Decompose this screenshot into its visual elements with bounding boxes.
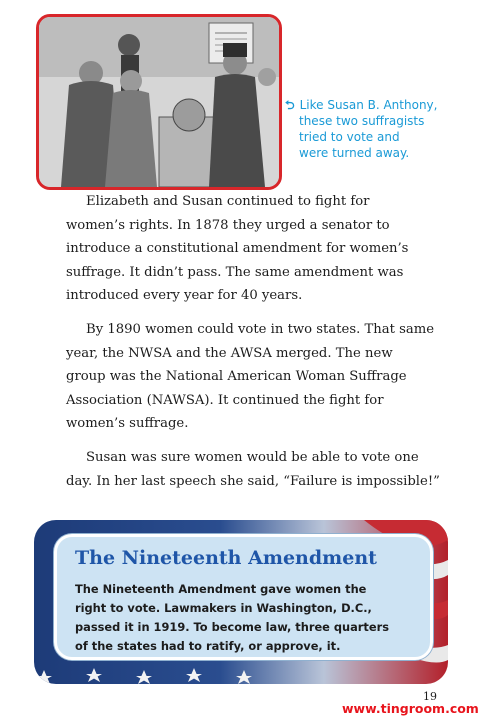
paragraph (66, 190, 426, 308)
text-line: women’s suffrage. (66, 416, 189, 432)
caption-line: these two suffragists (299, 114, 425, 128)
photo-caption (285, 97, 455, 161)
sidebar-line: passed it in 1919. To become law, three quarters (75, 620, 389, 634)
text-line: By 1890 women could vote in two states. That same (86, 321, 435, 337)
text-line: women’s rights. In 1878 they urged a senator to (66, 217, 390, 233)
sidebar-line-end: , or approve, it. (240, 639, 341, 653)
caption-line: Like Susan B. Anthony, (299, 98, 438, 112)
sidebar-body (75, 580, 420, 656)
text-line: Susan was sure women would be able to vote one (86, 449, 419, 465)
page-number: 19 (423, 690, 437, 703)
sidebar-line (75, 637, 420, 656)
ratify-emphasis: ratify (205, 639, 241, 653)
text-line: year, the NWSA and the AWSA merged. The new (66, 345, 393, 361)
sidebar-line: The Nineteenth Amendment gave women the (75, 582, 367, 596)
body-text (66, 190, 440, 503)
text-line: Elizabeth and Susan continued to fight for (86, 194, 370, 209)
text-line: Association (NAWSA). It continued the fight for (66, 392, 384, 408)
engraving-illustration (39, 17, 279, 187)
text-line: suffrage. It didn’t pass. The same amendment was (66, 264, 404, 280)
text-line: group was the National American Woman Suffrage (66, 369, 407, 385)
historical-engraving-photo (36, 14, 282, 190)
sidebar-title: The Nineteenth Amendment (75, 547, 377, 569)
paragraph (66, 318, 435, 436)
caption-line: were turned away. (299, 146, 410, 160)
text-line: introduced every year for 40 years. (66, 288, 303, 304)
caption-line: tried to vote and (299, 130, 400, 144)
nineteenth-amendment-sidebar (54, 534, 433, 660)
caption-arrow-icon: ⮌ (285, 98, 295, 112)
sidebar-line-start: of the states had to (75, 639, 206, 653)
text-line: introduce a constitutional amendment for women’s (66, 241, 409, 257)
watermark-link[interactable]: www.tingroom.com (342, 701, 479, 716)
sidebar-line: right to vote. Lawmakers in Washington, D.C., (75, 601, 372, 615)
text-line: day. In her last speech she said, “Failure is impossible!” (66, 473, 440, 489)
paragraph (66, 446, 440, 493)
